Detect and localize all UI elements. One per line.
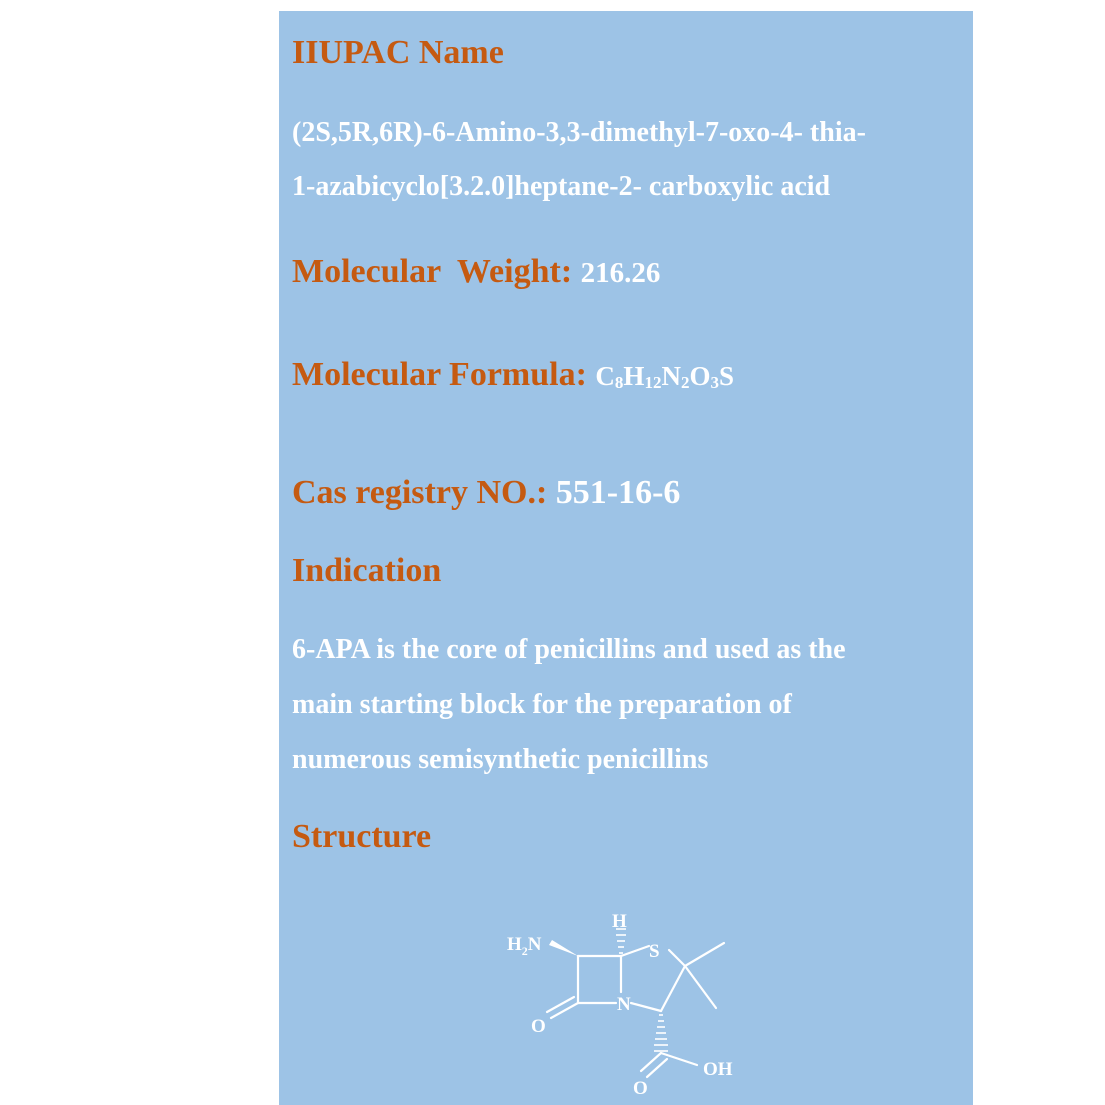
formula-count: 2	[680, 373, 690, 392]
cas-label: Cas registry NO.:	[292, 474, 548, 511]
formula-element: O	[689, 361, 711, 391]
formula-element: N	[661, 361, 681, 391]
atom-label-o-lactam: O	[531, 1016, 546, 1037]
atom-label-h: H	[612, 911, 627, 932]
iupac-name-line-2: 1-azabicyclo[3.2.0]heptane-2- carboxylic acid	[292, 171, 831, 202]
molecular-weight-value: 216.26	[580, 257, 661, 289]
bond	[685, 943, 724, 966]
atom-label-o-acid: O	[633, 1078, 648, 1099]
bond	[547, 997, 574, 1012]
bond	[661, 966, 685, 1011]
iupac-name-line-1: (2S,5R,6R)-6-Amino-3,3-dimethyl-7-oxo-4- thia-	[292, 117, 866, 148]
formula-element: C	[595, 361, 615, 391]
molecular-weight-row	[292, 252, 660, 293]
indication-heading: Indication	[292, 552, 442, 589]
cas-value: 551-16-6	[555, 474, 681, 511]
structure-heading: Structure	[292, 818, 432, 855]
molecular-formula-value	[595, 361, 734, 391]
formula-count: 8	[614, 373, 624, 392]
bond	[685, 966, 716, 1008]
indication-line-2: main starting block for the preparation of	[292, 689, 792, 720]
bond	[631, 1003, 661, 1011]
compound-info-card	[279, 11, 973, 1105]
molecular-weight-label: Molecular Weight:	[292, 253, 573, 290]
structure-diagram	[499, 893, 769, 1103]
atom-label-s: S	[649, 941, 660, 962]
wedge-bond	[549, 940, 578, 956]
molecular-formula-label: Molecular Formula:	[292, 356, 587, 393]
atom-label-n: N	[617, 994, 631, 1015]
atom-label-h2n: $H_2N$	[507, 934, 542, 958]
bond	[621, 946, 649, 956]
formula-element: S	[718, 361, 734, 391]
iupac-heading: IIUPAC Name	[292, 34, 504, 71]
formula-element: H	[623, 361, 645, 391]
molecular-formula-row	[292, 355, 734, 403]
formula-count: 3	[710, 373, 719, 392]
bond	[551, 1003, 578, 1018]
hashed-bond	[616, 929, 626, 953]
cas-row	[292, 473, 680, 513]
hashed-bond	[654, 1015, 668, 1051]
atom-label-oh: OH	[703, 1059, 733, 1080]
formula-count: 12	[644, 373, 662, 392]
indication-line-3: numerous semisynthetic penicillins	[292, 744, 709, 775]
bond	[669, 950, 685, 966]
indication-line-1: 6-APA is the core of penicillins and used as the	[292, 634, 846, 665]
